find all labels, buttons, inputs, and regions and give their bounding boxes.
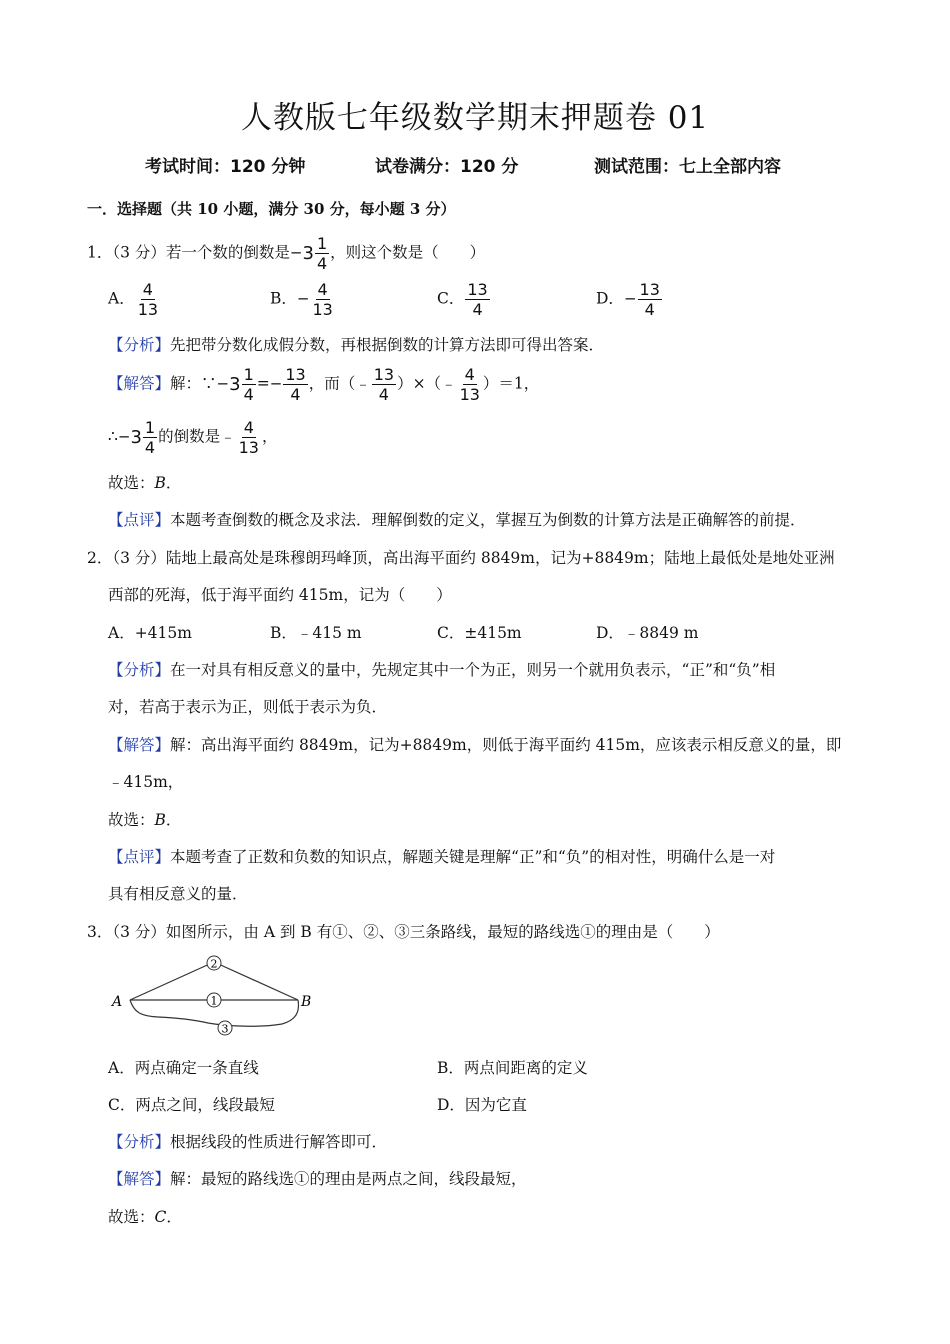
option-fraction xyxy=(638,280,662,319)
q1-solution-line2 xyxy=(108,418,277,457)
q1-answer xyxy=(108,471,181,493)
q2-answer xyxy=(108,808,181,830)
fraction-num: 13 xyxy=(639,280,660,299)
q1-option-c[interactable] xyxy=(437,280,491,319)
fraction xyxy=(283,365,307,404)
option-letter: B． xyxy=(270,289,297,308)
full-score: 试卷满分：120 分 xyxy=(375,157,519,177)
solution-text: ，而（﹣ xyxy=(308,374,371,393)
fraction-den: 13 xyxy=(238,438,259,457)
q2-analysis xyxy=(108,658,775,680)
minus-sign: − xyxy=(117,427,131,446)
route-2-label: 2 xyxy=(210,957,218,971)
exam-time: 考试时间：120 分钟 xyxy=(145,157,306,177)
q1-analysis-text: 先把带分数化成假分数，再根据倒数的计算方法即可得出答案． xyxy=(170,336,605,354)
fraction-num: 1 xyxy=(144,418,156,437)
solution-tag: 【解答】 xyxy=(108,1170,171,1188)
q1-stem-suffix: ，则这个数是（ ） xyxy=(330,243,486,262)
q3-option-a[interactable]: A．两点确定一条直线 xyxy=(108,1059,259,1077)
q3-answer xyxy=(108,1205,182,1227)
whole-number: 3 xyxy=(229,374,241,395)
q2-analysis-text: 在一对具有相反意义的量中，先规定其中一个为正，则另一个就用负表示，“正”和“负”相 xyxy=(170,661,776,679)
q2-analysis-line2: 对，若高于表示为正，则低于表示为负． xyxy=(108,698,388,716)
analysis-tag: 【分析】 xyxy=(108,336,171,354)
period: ． xyxy=(165,811,182,829)
option-fraction xyxy=(310,280,334,319)
fraction-num: 4 xyxy=(317,280,328,299)
solution-text: ， xyxy=(261,427,278,446)
q3-solution xyxy=(108,1167,527,1189)
q1-stem xyxy=(87,234,485,273)
q2-review-line2: 具有相反意义的量． xyxy=(108,885,248,903)
fraction-den: 4 xyxy=(378,385,389,404)
q2-review-text: 本题考查了正数和负数的知识点，解题关键是理解“正”和“负”的相对性，明确什么是一对 xyxy=(170,848,776,866)
answer-label: 故选： xyxy=(108,811,155,829)
minus-sign: − xyxy=(623,289,637,308)
q1-whole: 3 xyxy=(302,243,314,264)
solution-text: 解：∵ xyxy=(170,374,217,393)
page-title: 人教版七年级数学期末押题卷 01 xyxy=(240,100,710,136)
q2-stem-line1: 2．（3 分）陆地上最高处是珠穆朗玛峰顶，高出海平面约 8849m，记为+8849m；陆地上最低处是地处亚洲 xyxy=(87,549,835,567)
q2-option-b[interactable]: B．﹣415 m xyxy=(270,624,362,642)
q2-solution-text: 解：高出海平面约 8849m，记为+8849m，则低于海平面约 415m，应该表示相反意义的量，即 xyxy=(170,736,842,754)
fraction xyxy=(458,365,482,404)
solution-text: 的倒数是﹣ xyxy=(158,427,236,446)
answer-label: 故选： xyxy=(108,1208,155,1226)
route-3-label: 3 xyxy=(221,1022,229,1036)
q3-stem: 3．（3 分）如图所示，由 A 到 B 有①、②、③三条路线，最短的路线选①的理由是（ ） xyxy=(87,923,720,941)
section-heading: 一．选择题（共 10 小题，满分 30 分，每小题 3 分） xyxy=(87,200,456,218)
q1-den: 4 xyxy=(316,254,328,273)
review-tag: 【点评】 xyxy=(108,511,171,529)
fraction-num: 4 xyxy=(464,365,475,384)
fraction xyxy=(242,365,256,404)
route-figure xyxy=(100,950,330,1042)
fraction-den: 13 xyxy=(312,300,333,319)
q3-analysis xyxy=(108,1130,387,1152)
equals-sign: = xyxy=(256,374,270,393)
period: ． xyxy=(166,1208,182,1226)
q3-option-d[interactable]: D．因为它直 xyxy=(437,1096,527,1114)
solution-text: ）＝1， xyxy=(482,374,540,393)
fraction-den: 4 xyxy=(644,300,655,319)
fraction-den: 13 xyxy=(137,300,159,319)
q1-option-d[interactable] xyxy=(596,280,663,319)
point-a-label: A xyxy=(112,994,123,1010)
q1-analysis xyxy=(108,333,604,355)
fraction xyxy=(143,418,157,457)
minus-sign: − xyxy=(289,243,303,262)
solution-tag: 【解答】 xyxy=(108,374,171,393)
analysis-tag: 【分析】 xyxy=(108,1133,171,1151)
fraction xyxy=(372,365,396,404)
fraction-den: 4 xyxy=(243,385,254,404)
answer-letter: B xyxy=(154,474,166,492)
whole-number: 3 xyxy=(130,427,142,448)
q1-review xyxy=(108,508,806,530)
therefore-sign: ∴ xyxy=(108,427,118,446)
option-letter: D． xyxy=(596,289,624,308)
option-fraction xyxy=(465,280,489,319)
q3-option-c[interactable]: C．两点之间，线段最短 xyxy=(108,1096,275,1114)
answer-letter: B xyxy=(154,811,166,829)
q1-review-text: 本题考查倒数的概念及求法．理解倒数的定义，掌握互为倒数的计算方法是正确解答的前提． xyxy=(170,511,806,529)
fraction-num: 13 xyxy=(467,280,488,299)
period: ． xyxy=(165,474,182,492)
q2-solution-line2: ﹣415m， xyxy=(108,773,184,791)
point-b-label: B xyxy=(301,994,312,1010)
q1-fraction xyxy=(315,234,329,273)
route-1-label: 1 xyxy=(210,994,218,1008)
fraction-num: 4 xyxy=(243,418,254,437)
q2-solution xyxy=(108,733,841,755)
q1-solution xyxy=(108,365,539,404)
q2-option-d[interactable]: D．﹣8849 m xyxy=(596,624,699,642)
fraction xyxy=(237,418,261,457)
minus-sign: − xyxy=(269,374,283,393)
solution-tag: 【解答】 xyxy=(108,736,171,754)
answer-label: 故选： xyxy=(108,474,155,492)
fraction-num: 1 xyxy=(243,365,254,384)
test-scope: 测试范围：七上全部内容 xyxy=(594,157,781,177)
q3-solution-text: 解：最短的路线选①的理由是两点之间，线段最短， xyxy=(170,1170,527,1188)
fraction-den: 4 xyxy=(290,385,301,404)
q2-review xyxy=(108,845,775,867)
solution-text: ）×（﹣ xyxy=(397,374,457,393)
minus-sign: − xyxy=(296,289,310,308)
option-fraction xyxy=(136,280,160,319)
fraction-den: 13 xyxy=(459,385,480,404)
review-tag: 【点评】 xyxy=(108,848,171,866)
q1-option-b[interactable] xyxy=(270,280,336,319)
q3-analysis-text: 根据线段的性质进行解答即可． xyxy=(170,1133,388,1151)
q2-option-c[interactable]: C．±415m xyxy=(437,624,522,642)
analysis-tag: 【分析】 xyxy=(108,661,171,679)
q1-stem-prefix: 1．（3 分）若一个数的倒数是 xyxy=(87,243,290,262)
q1-option-a[interactable] xyxy=(108,280,161,319)
fraction-num: 13 xyxy=(285,365,306,384)
answer-letter: C xyxy=(154,1208,167,1226)
q3-option-b[interactable]: B．两点间距离的定义 xyxy=(437,1059,588,1077)
fraction-num: 13 xyxy=(373,365,395,384)
fraction-den: 4 xyxy=(144,438,156,457)
option-letter: C． xyxy=(437,289,465,308)
q2-stem-line2: 西部的死海，低于海平面约 415m，记为（ ） xyxy=(108,586,452,604)
option-letter: A． xyxy=(108,289,135,308)
fraction-den: 4 xyxy=(472,300,483,319)
q1-num: 1 xyxy=(316,234,328,253)
fraction-num: 4 xyxy=(142,280,153,299)
q2-option-a[interactable]: A．+415m xyxy=(108,624,192,642)
minus-sign: − xyxy=(216,374,230,393)
